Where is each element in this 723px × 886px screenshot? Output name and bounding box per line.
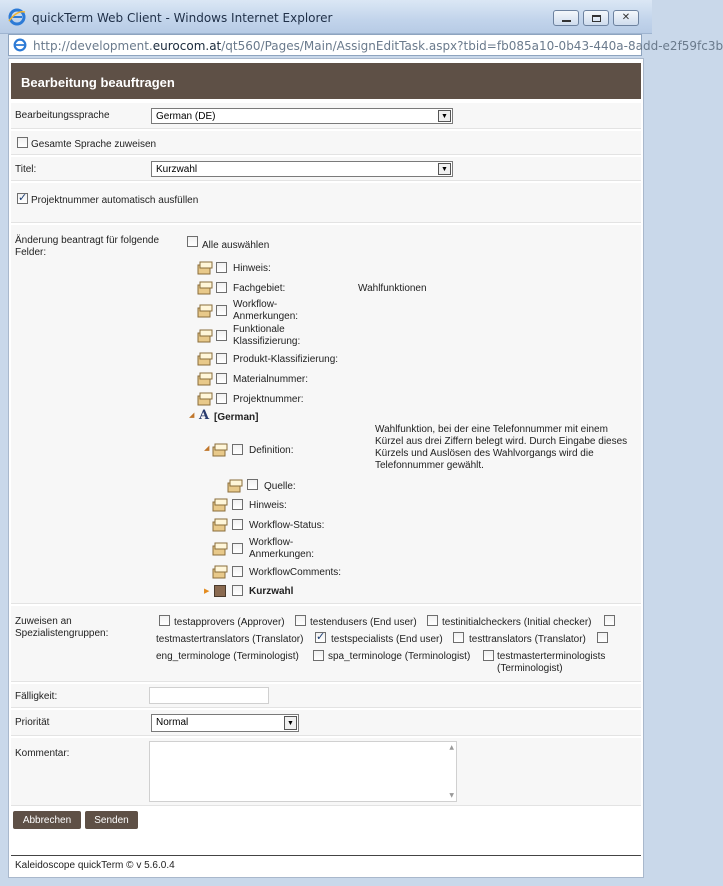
group-label-6: eng_terminologe (Terminologist) (156, 651, 299, 662)
footer-divider (11, 855, 641, 856)
select-all-checkbox[interactable] (187, 236, 198, 247)
group-checkbox-8[interactable] (483, 650, 494, 661)
close-icon: ✕ (621, 12, 631, 23)
comment-row (11, 738, 641, 806)
due-date-input[interactable] (149, 687, 269, 704)
priority-select-value: Normal (156, 717, 189, 728)
group-label-3: testmastertranslators (Translator) (156, 634, 304, 645)
lang-hinweis-checkbox[interactable] (232, 499, 243, 510)
lang-hinweis-label: Hinweis: (249, 500, 287, 511)
workflow-status-label: Workflow-Status: (249, 520, 325, 531)
title-label: Titel: (15, 164, 37, 175)
expand-arrow-icon[interactable]: ◢ (189, 411, 195, 419)
group-checkbox-4[interactable] (315, 632, 326, 643)
fields-row (11, 225, 641, 604)
collapse-arrow-icon[interactable]: ▶ (204, 587, 210, 595)
chevron-down-icon: ▼ (284, 716, 297, 730)
field-properties-icon (213, 519, 227, 531)
language-select[interactable] (151, 108, 453, 124)
language-node-label: [German] (214, 412, 259, 423)
group-label-7: spa_terminologe (Terminologist) (328, 651, 471, 662)
quelle-checkbox[interactable] (247, 479, 258, 490)
lang-workflow-anm-label: Workflow-Anmerkungen: (249, 537, 315, 560)
field-properties-icon (213, 444, 227, 456)
address-url: http://development.eurocom.at/qt560/Pages/Main/AssignEditTask.aspx?tbid=fb085a10-0b43-440a-8add-e2f59fc3b (33, 39, 723, 53)
field-properties-icon (198, 305, 212, 317)
term-node-label: Kurzwahl (249, 586, 294, 597)
workflow-anm-checkbox[interactable] (216, 305, 227, 316)
funktionale-label: Funktionale Klassifizierung: (233, 324, 301, 347)
language-select-value: German (DE) (156, 111, 216, 122)
field-properties-icon (198, 373, 212, 385)
group-checkbox-2[interactable] (427, 615, 438, 626)
language-row (11, 103, 641, 129)
close-button[interactable] (613, 10, 639, 26)
field-properties-icon (228, 480, 242, 492)
maximize-button[interactable] (583, 10, 609, 26)
group-label-0: testapprovers (Approver) (174, 617, 285, 628)
language-label: Bearbeitungssprache (15, 110, 110, 121)
hinweis-checkbox[interactable] (216, 262, 227, 273)
lang-workflow-anm-checkbox[interactable] (232, 543, 243, 554)
group-label-1: testendusers (End user) (310, 617, 417, 628)
title-select[interactable] (151, 161, 453, 177)
term-checkbox[interactable] (232, 585, 243, 596)
quelle-label: Quelle: (264, 481, 296, 492)
definition-checkbox[interactable] (232, 444, 243, 455)
group-checkbox-5[interactable] (453, 632, 464, 643)
window-titlebar (0, 0, 652, 34)
comment-label: Kommentar: (15, 748, 70, 759)
definition-value: Wahlfunktion, bei der eine Telefonnummer mit einem Kürzel aus drei Ziffern belegt wird. Durch Eingabe dieses Kürzels und Auslösen des Wahlvorgangs wird die Telefonnummer gewählt. (375, 424, 628, 471)
group-label-5: testtranslators (Translator) (469, 634, 586, 645)
scroll-down-icon[interactable]: ▼ (449, 792, 454, 799)
minimize-icon (562, 20, 571, 22)
title-select-value: Kurzwahl (156, 164, 198, 175)
material-checkbox[interactable] (216, 373, 227, 384)
group-label-4: testspecialists (End user) (331, 634, 443, 645)
fachgebiet-value: Wahlfunktionen (358, 283, 427, 294)
priority-row (11, 710, 641, 736)
material-label: Materialnummer: (233, 374, 309, 385)
ie-logo-icon (8, 8, 26, 26)
group-checkbox-1[interactable] (295, 615, 306, 626)
workflow-comments-checkbox[interactable] (232, 566, 243, 577)
window-title: quickTerm Web Client - Windows Internet Explorer (32, 11, 333, 25)
field-properties-icon (198, 330, 212, 342)
group-checkbox-6[interactable] (597, 632, 608, 643)
chevron-down-icon: ▼ (438, 163, 451, 175)
field-properties-icon (198, 282, 212, 294)
maximize-icon (592, 15, 601, 22)
group-checkbox-7[interactable] (313, 650, 324, 661)
field-properties-icon (198, 353, 212, 365)
funktionale-checkbox[interactable] (216, 330, 227, 341)
field-properties-icon (213, 543, 227, 555)
dialog-content (8, 58, 644, 878)
field-properties-icon (198, 393, 212, 405)
change-fields-label: Änderung beantragt für folgende Felder: (15, 235, 159, 258)
comment-textarea[interactable] (149, 741, 457, 802)
group-checkbox-0[interactable] (159, 615, 170, 626)
field-properties-icon (213, 499, 227, 511)
group-label-2: testinitialcheckers (Initial checker) (442, 617, 592, 628)
minimize-button[interactable] (553, 10, 579, 26)
workflow-anm-label: Workflow-Anmerkungen: (233, 299, 299, 322)
definition-label: Definition: (249, 445, 294, 456)
field-properties-icon (198, 262, 212, 274)
hinweis-label: Hinweis: (233, 263, 271, 274)
projekt-label: Projektnummer: (233, 394, 304, 405)
priority-label: Priorität (15, 717, 50, 728)
page-ie-icon (12, 37, 28, 53)
select-all-label: Alle auswählen (202, 240, 270, 251)
groups-label: Zuweisen an Spezialistengruppen: (15, 616, 109, 639)
assign-all-label: Gesamte Sprache zuweisen (31, 139, 157, 150)
due-row (11, 684, 641, 708)
due-label: Fälligkeit: (15, 691, 58, 702)
term-node-icon (214, 585, 226, 597)
groups-row (11, 606, 641, 682)
produkt-label: Produkt-Klassifizierung: (233, 354, 339, 365)
group-label-8: testmasterterminologists (Terminologist) (497, 651, 606, 674)
projekt-checkbox[interactable] (216, 393, 227, 404)
field-properties-icon (213, 566, 227, 578)
language-node-icon: A (199, 408, 210, 423)
fachgebiet-checkbox[interactable] (216, 282, 227, 293)
chevron-down-icon: ▼ (438, 110, 451, 122)
scroll-up-icon[interactable]: ▲ (449, 744, 454, 751)
priority-select[interactable] (151, 714, 299, 732)
dialog-header: Bearbeitung beauftragen (11, 63, 641, 99)
workflow-status-checkbox[interactable] (232, 519, 243, 530)
project-autofill-checkbox[interactable] (17, 193, 28, 204)
project-autofill-label: Projektnummer automatisch ausfüllen (31, 195, 199, 206)
group-checkbox-3[interactable] (604, 615, 615, 626)
title-row (11, 157, 641, 181)
address-bar[interactable] (8, 34, 723, 56)
fachgebiet-label: Fachgebiet: (233, 283, 286, 294)
produkt-checkbox[interactable] (216, 353, 227, 364)
cancel-button[interactable]: Abbrechen (13, 811, 81, 829)
send-button[interactable]: Senden (85, 811, 138, 829)
project-autofill-row (11, 183, 641, 223)
assign-all-row (11, 131, 641, 155)
workflow-comments-label: WorkflowComments: (249, 567, 342, 578)
expand-arrow-icon[interactable]: ◢ (204, 444, 210, 452)
footer-text: Kaleidoscope quickTerm © v 5.6.0.4 (15, 860, 175, 871)
assign-all-checkbox[interactable] (17, 137, 28, 148)
